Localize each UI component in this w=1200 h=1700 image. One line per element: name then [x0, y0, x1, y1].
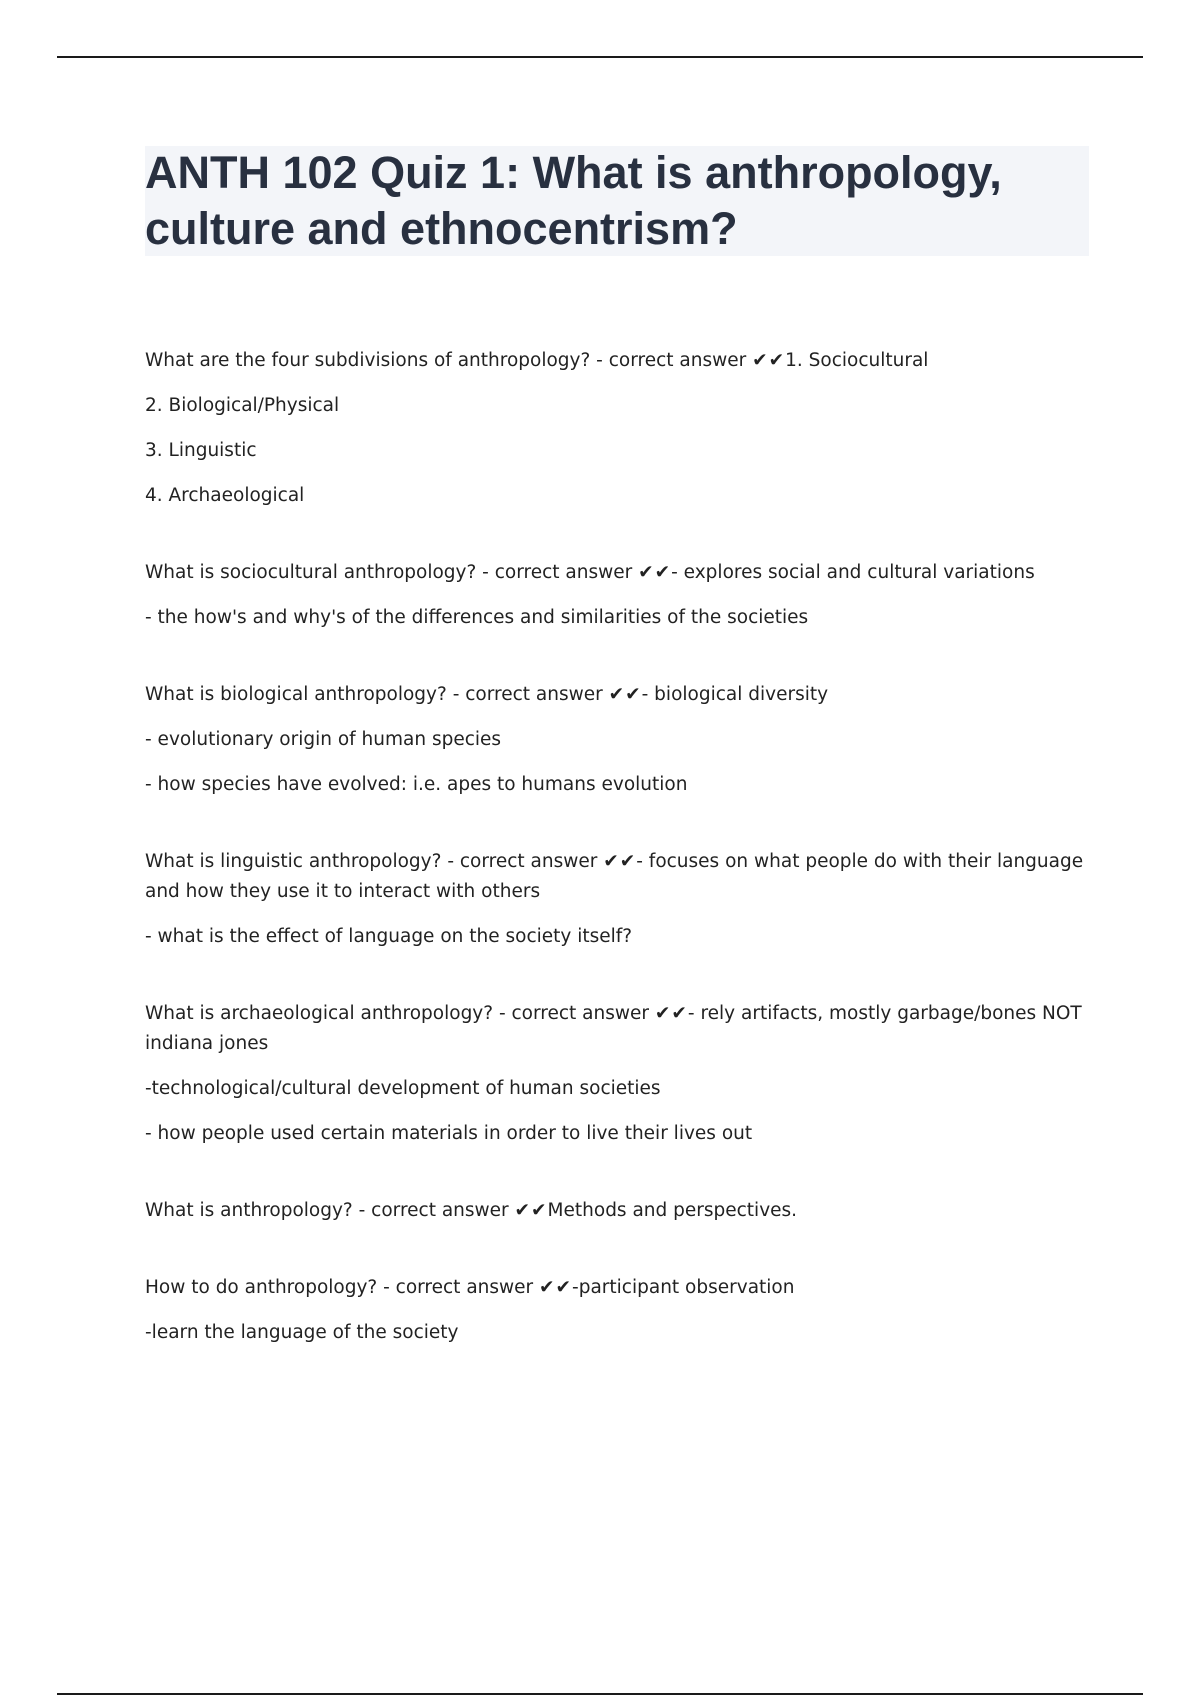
question-text: What is anthropology? - correct answer [145, 1200, 515, 1221]
answer-line: - what is the effect of language on the society itself? [145, 926, 633, 947]
qa-item [145, 847, 1090, 952]
page-title-line-1: ANTH 102 Quiz 1: What is anthropology, [145, 147, 1002, 198]
answer-text: - focuses on what people do with their language and how they use it to interact with others [145, 851, 1084, 902]
bottom-rule [57, 1693, 1143, 1695]
question-text: What are the four subdivisions of anthropology? - correct answer [145, 350, 753, 371]
qa-item [145, 680, 1090, 800]
qa-item [145, 1273, 1090, 1348]
top-rule [57, 56, 1143, 58]
qa-item [145, 558, 1090, 633]
check-icon: ✔✔ [539, 1277, 573, 1298]
answer-line: -learn the language of the society [145, 1322, 459, 1343]
check-icon: ✔✔ [638, 562, 672, 583]
question-text: What is archaeological anthropology? - correct answer [145, 1003, 655, 1024]
check-icon: ✔✔ [752, 350, 786, 371]
qa-item [145, 346, 1090, 511]
question-line [145, 680, 1090, 710]
answer-line: 3. Linguistic [145, 440, 257, 461]
question-line [145, 1196, 1090, 1226]
qa-list [145, 346, 1090, 1395]
question-line [145, 847, 1090, 907]
page-title-line-2: culture and ethnocentrism? [145, 203, 738, 254]
check-icon: ✔✔ [514, 1200, 548, 1221]
answer-text: - biological diversity [641, 684, 829, 705]
question-text: How to do anthropology? - correct answer [145, 1277, 540, 1298]
question-line [145, 346, 1090, 376]
page-title [145, 145, 1089, 257]
qa-item [145, 999, 1090, 1149]
answer-line: - how people used certain materials in order to live their lives out [145, 1123, 753, 1144]
question-line [145, 1273, 1090, 1303]
title-block [145, 146, 1089, 256]
answer-text: 1. Sociocultural [785, 350, 929, 371]
check-icon: ✔✔ [603, 851, 637, 872]
question-text: What is sociocultural anthropology? - correct answer [145, 562, 639, 583]
answer-line: - the how's and why's of the differences and similarities of the societies [145, 607, 809, 628]
question-line [145, 558, 1090, 588]
answer-line: -technological/cultural development of human societies [145, 1078, 661, 1099]
question-text: What is biological anthropology? - correct answer [145, 684, 609, 705]
qa-item [145, 1196, 1090, 1226]
answer-text: -participant observation [572, 1277, 795, 1298]
answer-line: - evolutionary origin of human species [145, 729, 502, 750]
question-line [145, 999, 1090, 1059]
answer-text: Methods and perspectives. [547, 1200, 798, 1221]
answer-text: - rely artifacts, mostly garbage/bones NOT indiana jones [145, 1003, 1082, 1054]
question-text: What is linguistic anthropology? - correct answer [145, 851, 604, 872]
check-icon: ✔✔ [654, 1003, 688, 1024]
check-icon: ✔✔ [608, 684, 642, 705]
answer-text: - explores social and cultural variations [671, 562, 1035, 583]
answer-line: - how species have evolved: i.e. apes to humans evolution [145, 774, 688, 795]
answer-line: 2. Biological/Physical [145, 395, 340, 416]
answer-line: 4. Archaeological [145, 485, 305, 506]
